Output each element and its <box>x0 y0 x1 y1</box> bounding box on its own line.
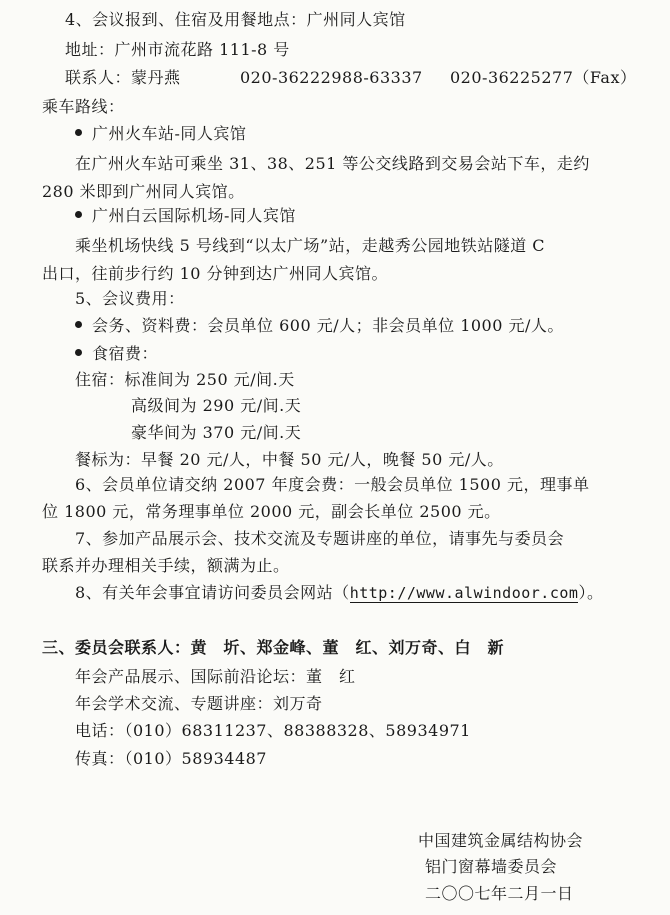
lodging-standard <box>75 370 295 390</box>
section-3-contacts: 三、委员会联系人：黄 圻、郑金峰、董 红、刘万奇、白 新 <box>42 638 505 657</box>
item-7-exhibition-1: 7、参加产品展示会、技术交流及专题讲座的单位，请事先与委员会 <box>75 529 565 548</box>
lodging-standard-rate: 标准间为 250 元/间.天 <box>124 370 295 389</box>
contact-fax-number: 传真：（010）58934487 <box>75 749 267 768</box>
lodging-label: 住宿： <box>75 370 125 389</box>
fee-conference: 会务、资料费：会员单位 600 元/人；非会员单位 1000 元/人。 <box>75 316 564 336</box>
signature-committee: 铝门窗幕墙委员会 <box>425 857 558 876</box>
website-link[interactable]: http://www.alwindoor.com <box>349 584 579 602</box>
website-suffix: ）。 <box>578 583 604 602</box>
venue-address: 地址：广州市流花路 111-8 号 <box>65 40 290 59</box>
item-5-fees: 5、会议费用： <box>75 289 185 308</box>
meal-rates: 餐标为：早餐 20 元/人，中餐 50 元/人，晚餐 50 元/人。 <box>75 450 504 469</box>
route-train-station: 广州火车站-同人宾馆 <box>75 124 246 144</box>
fee-board-lodging: 食宿费： <box>75 344 158 364</box>
route-airport-desc-2: 出口，往前步行约 10 分钟到达广州同人宾馆。 <box>42 264 389 283</box>
contact-exhibition-forum: 年会产品展示、国际前沿论坛：董 红 <box>75 667 356 686</box>
signature-association: 中国建筑金属结构协会 <box>418 831 584 850</box>
lodging-superior-rate: 高级间为 290 元/间.天 <box>131 396 302 415</box>
contact-telephone: 电话：（010）68311237、88388328、58934971 <box>75 721 471 740</box>
contact-fax: 020-36225277（Fax） <box>450 68 637 87</box>
route-train-desc-1: 在广州火车站可乘坐 31、38、251 等公交线路到交易会站下车，走约 <box>75 154 590 173</box>
contact-person: 联系人：蒙丹燕 <box>65 68 181 87</box>
route-airport: 广州白云国际机场-同人宾馆 <box>75 206 296 226</box>
lodging-deluxe-rate: 豪华间为 370 元/间.天 <box>131 423 302 442</box>
item-7-exhibition-2: 联系并办理相关手续，额满为止。 <box>42 556 290 575</box>
route-airport-desc-1: 乘坐机场快线 5 号线到“以太广场”站，走越秀公园地铁站隧道 C <box>75 236 546 255</box>
item-6-membership-1: 6、会员单位请交纳 2007 年度会费：一般会员单位 1500 元，理事单 <box>75 475 590 494</box>
contact-phone: 020-36222988-63337 <box>240 68 423 87</box>
route-train-desc-2: 280 米即到广州同人宾馆。 <box>42 182 245 201</box>
contact-academic-lecture: 年会学术交流、专题讲座：刘万奇 <box>75 694 323 713</box>
signature-date: 二〇〇七年二月一日 <box>425 884 574 903</box>
item-8-website <box>75 583 603 603</box>
item-4-venue: 4、会议报到、住宿及用餐地点：广州同人宾馆 <box>65 10 406 29</box>
website-prefix: 8、有关年会事宜请访问委员会网站（ <box>75 583 350 602</box>
route-heading: 乘车路线： <box>42 97 125 116</box>
venue-contact <box>65 68 637 88</box>
item-6-membership-2: 位 1800 元，常务理事单位 2000 元，副会长单位 2500 元。 <box>42 502 501 521</box>
